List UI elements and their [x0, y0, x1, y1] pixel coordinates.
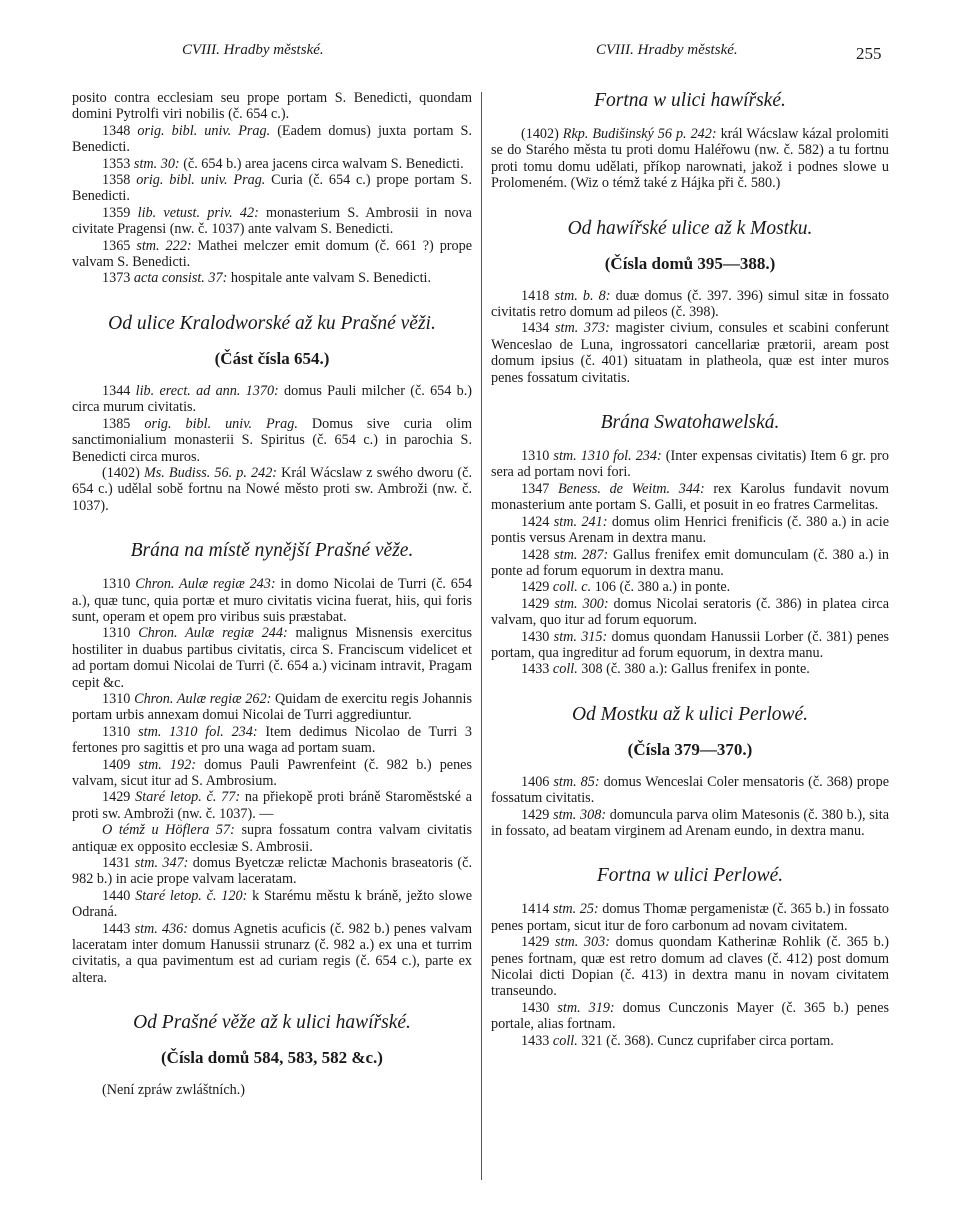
entry-text: magister civium, consules et scabini conferunt Wenceslao de Luna, ingrossatori cancellariæ prætorii, aream post domum ipsius (č. 401) situatam in platheola, quæ est inter muros penes fossatum civitatis.: [491, 320, 890, 386]
entry-year: 1443: [102, 920, 135, 937]
section-entries: [491, 448, 889, 678]
entry-paragraph: [491, 934, 889, 1000]
entry-text: domus Pauli milcher (č. 654 b.) circa murum civitatis.: [72, 382, 472, 416]
entry-paragraph: [491, 629, 889, 662]
entry-year: 1440: [102, 887, 136, 904]
entry-source: stm. 30:: [133, 155, 180, 172]
entry-paragraph: [491, 126, 889, 192]
section-heading: Fortna w ulici Perlowé.: [596, 865, 784, 887]
section-entries: [491, 126, 889, 192]
entry-source: Chron. Aulæ regiæ 243:: [135, 576, 276, 593]
entry-source: stm. 85:: [553, 773, 600, 790]
entry-source: Chron. Aulæ regiæ 244:: [138, 625, 288, 642]
page-number: 255: [856, 44, 882, 63]
section-entries: [491, 901, 889, 1049]
entry-paragraph: [72, 691, 472, 724]
entry-source: coll.: [552, 1032, 578, 1049]
entry-paragraph: [491, 1000, 889, 1033]
section-heading: Brána Swatohawelská.: [600, 412, 780, 434]
entry-year: 1429: [521, 934, 556, 951]
section-heading: Fortna w ulici hawířské.: [594, 90, 786, 111]
section-entries: [72, 576, 472, 986]
entry-paragraph: [491, 1033, 889, 1049]
entry-text: Item dedimus Nicolao de Turri 3 fertones pro sagittis et pro una waga ad portam suam.: [72, 723, 472, 757]
entry-year: 1414: [521, 901, 553, 918]
entry-source: stm. 373:: [555, 320, 610, 337]
entry-text: supra fossatum contra valvam civitatis antiquæ ex opposito ecclesiæ S. Ambrosii.: [72, 822, 472, 855]
entry-source: stm. 319:: [557, 999, 615, 1016]
entry-text: Domus sive curia olim sanctimonialium monasterii S. Spiritus (č. 654 c.) in parochia S. Benedicti circa muros.: [72, 415, 472, 465]
entry-source: Ms. Budiss. 56. p. 242:: [143, 464, 278, 481]
entry-year: 1310: [102, 625, 139, 642]
entry-source: stm. 303:: [555, 934, 610, 951]
entry-text: Mathei melczer emit domum (č. 661 ?) prope valvam S. Benedicti.: [72, 237, 472, 271]
entry-paragraph: [491, 901, 889, 934]
entry-year: 1429: [521, 806, 554, 823]
running-head-right: CVIII. Hradby městské.: [596, 42, 738, 58]
entry-source: Staré letop. č. 120:: [135, 887, 248, 904]
entry-text: (č. 654 b.) area jacens circa walvam S. Benedicti.: [179, 155, 464, 172]
entry-source: stm. b. 8:: [554, 287, 611, 304]
entry-text: Curia (č. 654 c.) prope portam S. Benedicti.: [72, 172, 472, 205]
entry-year: 1347: [521, 480, 559, 497]
entry-paragraph: [491, 579, 889, 595]
entry-text: in domo Nicolai de Turri (č. 654 a.), quæ tunc, quia portæ et muro civitatis vicina fuerat, hiis, qui foris sunt, operam et opem pro viribus suis præstabat.: [72, 576, 473, 625]
entry-year: 1385: [102, 415, 145, 432]
entry-year: 1434: [521, 320, 555, 337]
entry-source: stm. 300:: [554, 595, 609, 612]
right-column: [491, 90, 889, 1049]
entry-source: orig. bibl. univ. Prag.: [136, 172, 266, 189]
entry-year: 1433: [521, 1032, 553, 1049]
entry-text: domus olim Henrici frenificis (č. 380 a.) in acie pontis versus Arenam in dextra manu.: [491, 513, 889, 547]
section-subheading: (Čísla domů 584, 583, 582 &c.): [161, 1048, 383, 1068]
entry-text: 308 (č. 380 a.): Gallus frenifex in ponte.: [577, 661, 810, 678]
entry-year: 1310: [102, 576, 136, 593]
section-entries: [72, 383, 472, 514]
entry-paragraph: [72, 238, 472, 271]
entry-text: na přiekopě proti bráně Staroměstské a proti sw. Ambroži (nw. č. 1037). —: [72, 789, 473, 822]
entry-year: 1406: [521, 773, 554, 790]
entry-year: 1353: [102, 155, 134, 172]
section-entries: [491, 774, 889, 840]
section-entries: [491, 288, 889, 386]
entry-paragraph: [72, 465, 472, 514]
entry-text: posito contra ecclesiam seu prope portam S. Benedicti, quondam domini Pytrolfi viri nobilis (č. 654 c.).: [72, 90, 472, 123]
entry-source: stm. 222:: [136, 237, 192, 254]
entry-text: monasterium S. Ambrosii in nova civitate Pragensi (nw. č. 1037) ante valvam S. Benedicti.: [72, 204, 472, 238]
entry-year: 1358: [102, 172, 137, 189]
entry-source: stm. 1310 fol. 234:: [138, 723, 258, 740]
entry-text: král Wácslaw kázal prolomiti se do Starého města tu proti domu Haléřowu (nw. č. 582) a tu fortnu proti tomu domu udělati, příkop narownati, jakož i podnes slowe u Prolomeném. (Wiz o témž také z Hájka při č. 580.): [491, 126, 890, 192]
entry-paragraph: [72, 416, 472, 465]
entry-year: 1310: [102, 690, 135, 707]
entry-year: 1433: [521, 661, 553, 678]
entry-source: orig. bibl. univ. Prag.: [144, 415, 298, 432]
entry-text: domus Cunczonis Mayer (č. 365 b.) penes portale, alias fortnam.: [491, 999, 890, 1033]
entry-paragraph: [72, 90, 472, 123]
entry-text: domus Nicolai seratoris (č. 386) in platea circa valvam, quo itur ad forum equorum.: [491, 595, 889, 629]
entry-year: (1402): [521, 126, 563, 142]
entry-source: stm. 25:: [552, 901, 599, 918]
entry-year: 1430: [521, 999, 558, 1016]
entry-text: hospitale ante valvam S. Benedicti.: [227, 270, 432, 287]
entry-paragraph: [72, 888, 472, 921]
entry-paragraph: [72, 123, 472, 156]
entry-source: stm. 315:: [553, 628, 608, 645]
entry-source: coll. c.: [552, 579, 592, 596]
entry-text: Quidam de exercitu regis Johannis portam urbis annexam domui Nicolai de Turri aggrediuntur.: [72, 690, 472, 724]
entry-year: 1430: [521, 628, 554, 645]
entry-text: domuncula parva olim Matesonis (č. 380 b.), sita in fossato, ad beatam virginem ad Arenam eundo, in dextra manu.: [491, 806, 889, 839]
entry-source: stm. 241:: [553, 513, 608, 530]
entry-year: 1344: [102, 382, 136, 399]
entry-source: stm. 287:: [554, 546, 609, 563]
entry-source: acta consist. 37:: [133, 270, 228, 287]
entry-text: 106 (č. 380 a.) in ponte.: [591, 579, 731, 596]
entry-paragraph: [72, 921, 472, 987]
entry-paragraph: [72, 172, 472, 205]
entry-paragraph: [491, 448, 889, 481]
section-heading: Od hawířské ulice až k Mostku.: [567, 217, 813, 239]
section-subheading: (Část čísla 654.): [214, 348, 330, 368]
entry-year: 1429: [521, 595, 555, 612]
entry-text: Král Wácslaw z swého dworu (č. 654 c.) udělal sobě fortnu na Nowé město proti sw. Ambroži (nw. č. 1037).: [72, 464, 472, 514]
entry-source: Rkp. Budišinský 56 p. 242:: [562, 126, 717, 142]
entry-year: 1429: [521, 579, 553, 596]
entry-year: 1429: [102, 789, 136, 806]
entry-text: domus quondam Katherinæ Rohlik (č. 365 b.) penes fortnam, quæ est retro domum ad claves (č. 412) post domum Nicolai dicti Dopian (č. 413) in dextra manu in novam civitatem transeundo.: [491, 934, 889, 1000]
entry-year: 1310: [521, 448, 554, 465]
entry-source: stm. 308:: [553, 806, 607, 823]
entry-source: O témž u Höflera 57:: [102, 822, 235, 839]
entry-source: stm. 192:: [138, 756, 196, 773]
entry-paragraph: [72, 757, 472, 790]
section-subheading: (Čísla domů 395—388.): [604, 253, 776, 273]
entry-paragraph: [491, 320, 889, 386]
entry-paragraph: [491, 514, 889, 547]
entry-year: 1310: [102, 723, 139, 740]
section-heading: Od Prašné věže až k ulici hawířské.: [133, 1012, 411, 1034]
running-head-left: CVIII. Hradby městské.: [182, 42, 324, 58]
entry-source: stm. 347:: [134, 855, 189, 872]
entry-year: 1365: [102, 237, 137, 254]
entry-source: lib. erect. ad ann. 1370:: [135, 382, 279, 399]
entry-text: malignus Misnensis exercitus hostiliter in duabus partibus civitatis, circa S. Franciscum videlicet et ad portam domui Nicolai de Turri (č. 654 a.) vicinam intravit, Pragam cepit &c.: [72, 625, 472, 691]
entry-year: 1428: [521, 546, 555, 563]
entry-text: (Inter expensas civitatis) Item 6 gr. pro sera ad portam novi fori.: [491, 448, 889, 481]
entry-year: 1431: [102, 855, 135, 872]
column-divider: [481, 92, 482, 1180]
intro-entries: [72, 90, 472, 287]
left-column: [72, 90, 472, 1099]
entry-source: Chron. Aulæ regiæ 262:: [134, 690, 272, 707]
section-heading: Od Mostku až k ulici Perlowé.: [571, 703, 809, 725]
entry-year: (1402): [102, 464, 144, 481]
entry-text: 321 (č. 368). Cuncz cuprifaber circa portam.: [577, 1032, 834, 1049]
entry-text: (Eadem domus) juxta portam S. Benedicti.: [72, 122, 472, 156]
entry-text: Gallus frenifex emit domunculam (č. 380 a.) in ponte ad forum equorum in dextra manu.: [491, 546, 890, 579]
entry-paragraph: [72, 822, 472, 855]
entry-text: domus Byetczæ relictæ Machonis braseatoris (č. 982 b.) in acie prope valvam laceratam.: [72, 855, 473, 888]
entry-text: domus Agnetis acuficis (č. 982 b.) penes valvam laceratam inter domum Hanussii strunarz (č. 982 a.) ex una et turrim civitatis, a qua pavimentum est ad curiam regis (č. 654 c.), parte ex altera.: [72, 920, 473, 986]
entry-year: 1424: [521, 513, 554, 530]
entry-source: stm. 436:: [134, 920, 189, 937]
entry-paragraph: [491, 807, 889, 840]
entry-text: rex Karolus fundavit novum monasterium ante portam S. Galli, et posuit in eo fratres Carmelitas.: [491, 480, 889, 514]
section-note: (Není zpráw zwláštních.): [102, 1082, 245, 1099]
entry-source: Staré letop. č. 77:: [135, 789, 241, 806]
entry-text: domus Thomæ pergamenistæ (č. 365 b.) in fossato penes portam, sicut itur de foro carbonum ad novam civitatem.: [491, 901, 890, 934]
entry-source: coll.: [552, 661, 578, 678]
entry-paragraph: [491, 481, 889, 514]
section-subheading: (Čísla 379—370.): [627, 739, 753, 759]
entry-paragraph: [72, 205, 472, 238]
entry-paragraph: [491, 288, 889, 321]
entry-paragraph: [491, 774, 889, 807]
entry-source: stm. 1310 fol. 234:: [553, 448, 662, 465]
entry-year: 1418: [521, 287, 555, 304]
entry-paragraph: [72, 855, 472, 888]
entry-paragraph: [72, 270, 472, 286]
entry-year: 1348: [102, 122, 138, 139]
entry-text: domus Pauli Pawrenfeint (č. 982 b.) penes valvam, sicut itur ad S. Ambrosium.: [72, 756, 473, 789]
entry-text: domus Wenceslai Coler mensatoris (č. 368) prope fossatum civitatis.: [491, 773, 890, 807]
entry-paragraph: [72, 156, 472, 172]
entry-source: Beness. de Weitm. 344:: [558, 480, 705, 497]
section-heading: Brána na místě nynější Prašné věže.: [130, 540, 414, 562]
entry-year: 1409: [102, 756, 139, 773]
section-heading: Od ulice Kralodworské až ku Prašné věži.: [108, 312, 436, 334]
entry-source: orig. bibl. univ. Prag.: [137, 122, 271, 139]
entry-paragraph: [491, 596, 889, 629]
entry-text: duæ domus (č. 397. 396) simul sitæ in fossato civitatis retro domum ad pileos (č. 398).: [491, 287, 890, 321]
entry-year: 1359: [102, 204, 138, 221]
entry-paragraph: [72, 625, 472, 691]
entry-text: domus quondam Hanussii Lorber (č. 381) penes portam, qua ingreditur ad forum equorum, in dextra manu.: [491, 628, 890, 661]
entry-paragraph: [72, 576, 472, 625]
entry-paragraph: [491, 661, 889, 677]
entry-paragraph: [72, 724, 472, 757]
entry-year: 1373: [102, 270, 134, 287]
entry-source: lib. vetust. priv. 42:: [137, 204, 259, 221]
entry-paragraph: [491, 547, 889, 580]
entry-paragraph: [72, 383, 472, 416]
entry-paragraph: [72, 789, 472, 822]
entry-text: k Starému městu k bráně, ježto slowe Odraná.: [72, 887, 473, 921]
